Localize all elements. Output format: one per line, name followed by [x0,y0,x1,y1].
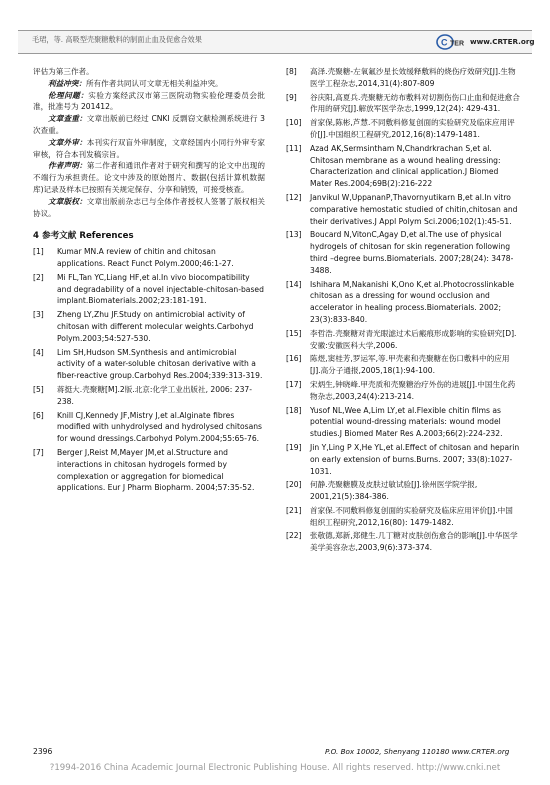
reference-text: 首家保.不同敷料修复创面的实验研究及临床应用评价[J].中国组织工程研究,2012,16(80): 1479-1482. [310,505,513,527]
reference-number: [20] [286,480,302,490]
reference-text: Mi FL,Tan YC,Liang HF,et al.In vivo biocompatibility and degradability of a novel injectable-chitosan-based implant.Biomaterials.2002;23:181-191. [57,272,264,306]
reference-number: [5] [33,384,44,394]
statement-label: 文章版权： [48,196,87,206]
reference-text: 谷庆阳,高夏兵.壳聚糖无纺布敷料对切割伤伤口止血和促进愈合作用的研究[J].解放军医学杂志,1999,12(24): 429-431. [310,92,520,114]
reference-number: [18] [286,405,302,415]
statement-label: 文章外审： [48,137,87,147]
reference-text: 宋炳生,钟晓峰.甲壳质和壳聚糖治疗外伤的进展[J].中国生化药物杂志,2003,24(4):213-214. [310,379,516,401]
statement-paragraph [33,90,265,114]
statement-text: 所有作者共同认可文章无相关利益冲突。 [85,78,223,88]
reference-item [286,379,520,403]
page-number: 2396 [33,747,53,756]
statement-paragraph [33,113,265,137]
running-header [18,30,535,54]
reference-item [33,447,265,494]
reference-text: Yusof NL,Wee A,Lim LY,et al.Flexible chitin films as potential wound-dressing materials: wound model studies.J Biomed Mater Res A.2003;66(2):224-232. [310,405,503,439]
reference-text: Ishihara M,Nakanishi K,Ono K,et al.Photocrosslinkable chitosan as a dressing for wound occlusion and accelerator in healing process.Biomaterials. 2002; 23(3):833-840. [310,279,514,324]
reference-text: Janvikul W,UppananP,Thavornyutikarn B,et al.In vitro comparative hemostatic studied of chitin,chitosan and their derivatives.J Appl Polym Sci.2006;102(1):45-51. [310,192,518,226]
left-column [33,66,265,496]
reference-item [286,66,520,90]
statement-paragraph [33,196,265,220]
statement-text: 文章出版前杂志已与全体作者授权人签署了版权相关协议。 [33,196,265,218]
reference-item [286,117,520,141]
statement-label: 伦理问题： [48,90,89,100]
reference-number: [19] [286,442,302,452]
reference-number: [9] [286,92,297,102]
copyright-line: ?1994-2016 China Academic Journal Electronic Publishing House. All rights reserved. http://www.cnki.net [49,763,501,773]
reference-item [33,246,265,270]
reference-number: [11] [286,143,302,153]
statement-label: 文章查重： [48,114,87,124]
reference-text: 何静.壳聚糖膜及皮肤过敏试验[J].徐州医学院学报, 2001,21(5):384-386. [310,480,478,502]
statement-text: 实验方案经武汉市第三医院动物实验伦理委员会批准，批准号为 201412。 [33,90,266,112]
reference-item [286,192,520,227]
statement-text: 文章出版前已经过 CNKI 反剽窃文献检测系统进行 3 次查重。 [33,114,265,135]
reference-text: 首家保,陈彬,芦慧.不同敷料修复创面的实验研究及临床应用评价[J].中国组织工程研究,2012,16(8):1479-1481. [310,118,515,139]
reference-number: [13] [286,230,302,240]
running-title: 毛珺，等. 高吸型壳聚糖敷料的制面止血及促愈合效果 [32,35,202,44]
reference-item [286,143,520,190]
statement-text: 第二作者和通讯作者对于研究和撰写的论文中出现的不端行为承担责任。论文中涉及的原始图片、数据(包括计算机数据库)记录及样本已按照有关规定保存、分享和销毁，可接受核查。 [33,161,265,194]
reference-number: [15] [286,328,302,338]
reference-text: Lim SH,Hudson SM.Synthesis and antimicrobial activity of a water-soluble chitosan derivative with a fiber-reactive group.Carbohyd Res.2004;339:313-319. [57,347,263,381]
reference-number: [10] [286,118,302,128]
statement-label: 作者声明： [48,161,87,171]
reference-item [33,347,265,382]
reference-number: [3] [33,310,44,320]
reference-item [286,405,520,440]
reference-text: Zheng LY,Zhu JF.Study on antimicrobial activity of chitosan with different molecular weights.Carbohyd Polym.2003;54:527-530. [57,310,254,343]
reference-item [33,272,265,307]
reference-text: 蒋挺大.壳聚糖[M].2版.北京:化学工业出版社, 2006: 237-238. [57,384,252,406]
reference-item [33,384,265,408]
reference-text: Berger J,Reist M,Mayer JM,et al.Structure and interactions in chitosan hydrogels formed by complexation or aggregation for biomedical applications. Eur J Pharm Biopharm. 2004;57:35-52. [57,447,255,493]
reference-item [286,328,520,352]
statement-text: 本刊实行双盲外审制度，文章经国内小同行外审专家审核，符合本刊发稿宗旨。 [33,137,265,159]
reference-text: Knill CJ,Kennedy JF,Mistry J,et al.Alginate fibres modified with unhydrolysed and hydrolysed chitosans for wound dressings.Carbohyd Polym.2004;55:65-76. [57,410,263,444]
reference-number: [16] [286,354,302,364]
footer-address: P.O. Box 10002, Shenyang 110180 www.CRTER.org [325,747,510,756]
reference-item [286,229,520,276]
reference-number: [22] [286,531,302,541]
statement-label: 利益冲突： [48,78,86,88]
reference-item [286,279,520,326]
reference-item [286,442,520,477]
reference-item [286,353,520,377]
reference-text: Boucard N,VitonC,Agay D,et al.The use of physical hydrogels of chitosan for skin regeneration following third –degree burns.Biomaterials. 2007;28(24): 3478-3488. [310,230,514,275]
reference-number: [6] [33,410,44,420]
reference-text: Kumar MN.A review of chitin and chitosan applications. React Funct Polym.2000;46:1-27. [57,247,234,268]
reference-text: 高泽.壳聚糖-左氧氟沙星长效缓释敷料的烧伤疗效研究[J].生物医学工程杂志,2014,31(4):807-809 [310,67,516,88]
reference-number: [21] [286,505,302,515]
section-title: 4 参考文献 References [33,231,134,242]
reference-item [286,479,520,503]
svg-text:C: C [441,37,448,48]
statement-paragraph [33,137,265,161]
reference-number: [7] [33,447,44,457]
intro-paragraph: 评估为第三作者。 [33,67,94,76]
reference-number: [8] [286,67,297,76]
reference-number: [2] [33,272,44,282]
reference-number: [17] [286,379,302,389]
reference-item [33,309,265,344]
reference-number: [4] [33,347,44,357]
reference-number: [14] [286,279,302,289]
reference-item [286,530,520,554]
reference-number: [12] [286,192,302,202]
reference-number: [1] [33,247,44,257]
reference-text: 李哲浩.壳聚糖对青光眼滤过术后瘢痕形成影响的实验研究[D].安徽:安徽医科大学,2006. [310,328,517,350]
reference-text: Jin Y,Ling P X,He YL,et al.Effect of chitosan and heparin on early extension of burns.Burns. 2007; 33(8):1027-1031. [310,442,520,476]
crter-logo-icon [436,33,466,51]
right-column [286,66,520,556]
header-url: www.CRTER.org [470,37,535,46]
reference-item [33,410,265,445]
statement-paragraph [33,160,265,195]
reference-item [286,92,520,116]
statement-paragraph [33,78,265,90]
svg-text:TER: TER [450,40,464,48]
reference-text: 张敬德,郑新,郑健生.几丁糖对皮肤创伤愈合的影响[J].中华医学美学美容杂志,2003,9(6):373-374. [310,531,518,553]
reference-text: 陈煜,窦桂芳,罗运军,等.甲壳素和壳聚糖在伤口敷料中的应用[J].高分子通报,2005,18(1):94-100. [310,354,510,376]
reference-text: Azad AK,Sermsintham N,Chandrkrachan S,et al. Chitosan membrane as a wound healing dressing: Characterization and clinical application.J Biomed Mater Res.2004;69B(2):216-222 [310,143,501,189]
reference-item [286,505,520,529]
